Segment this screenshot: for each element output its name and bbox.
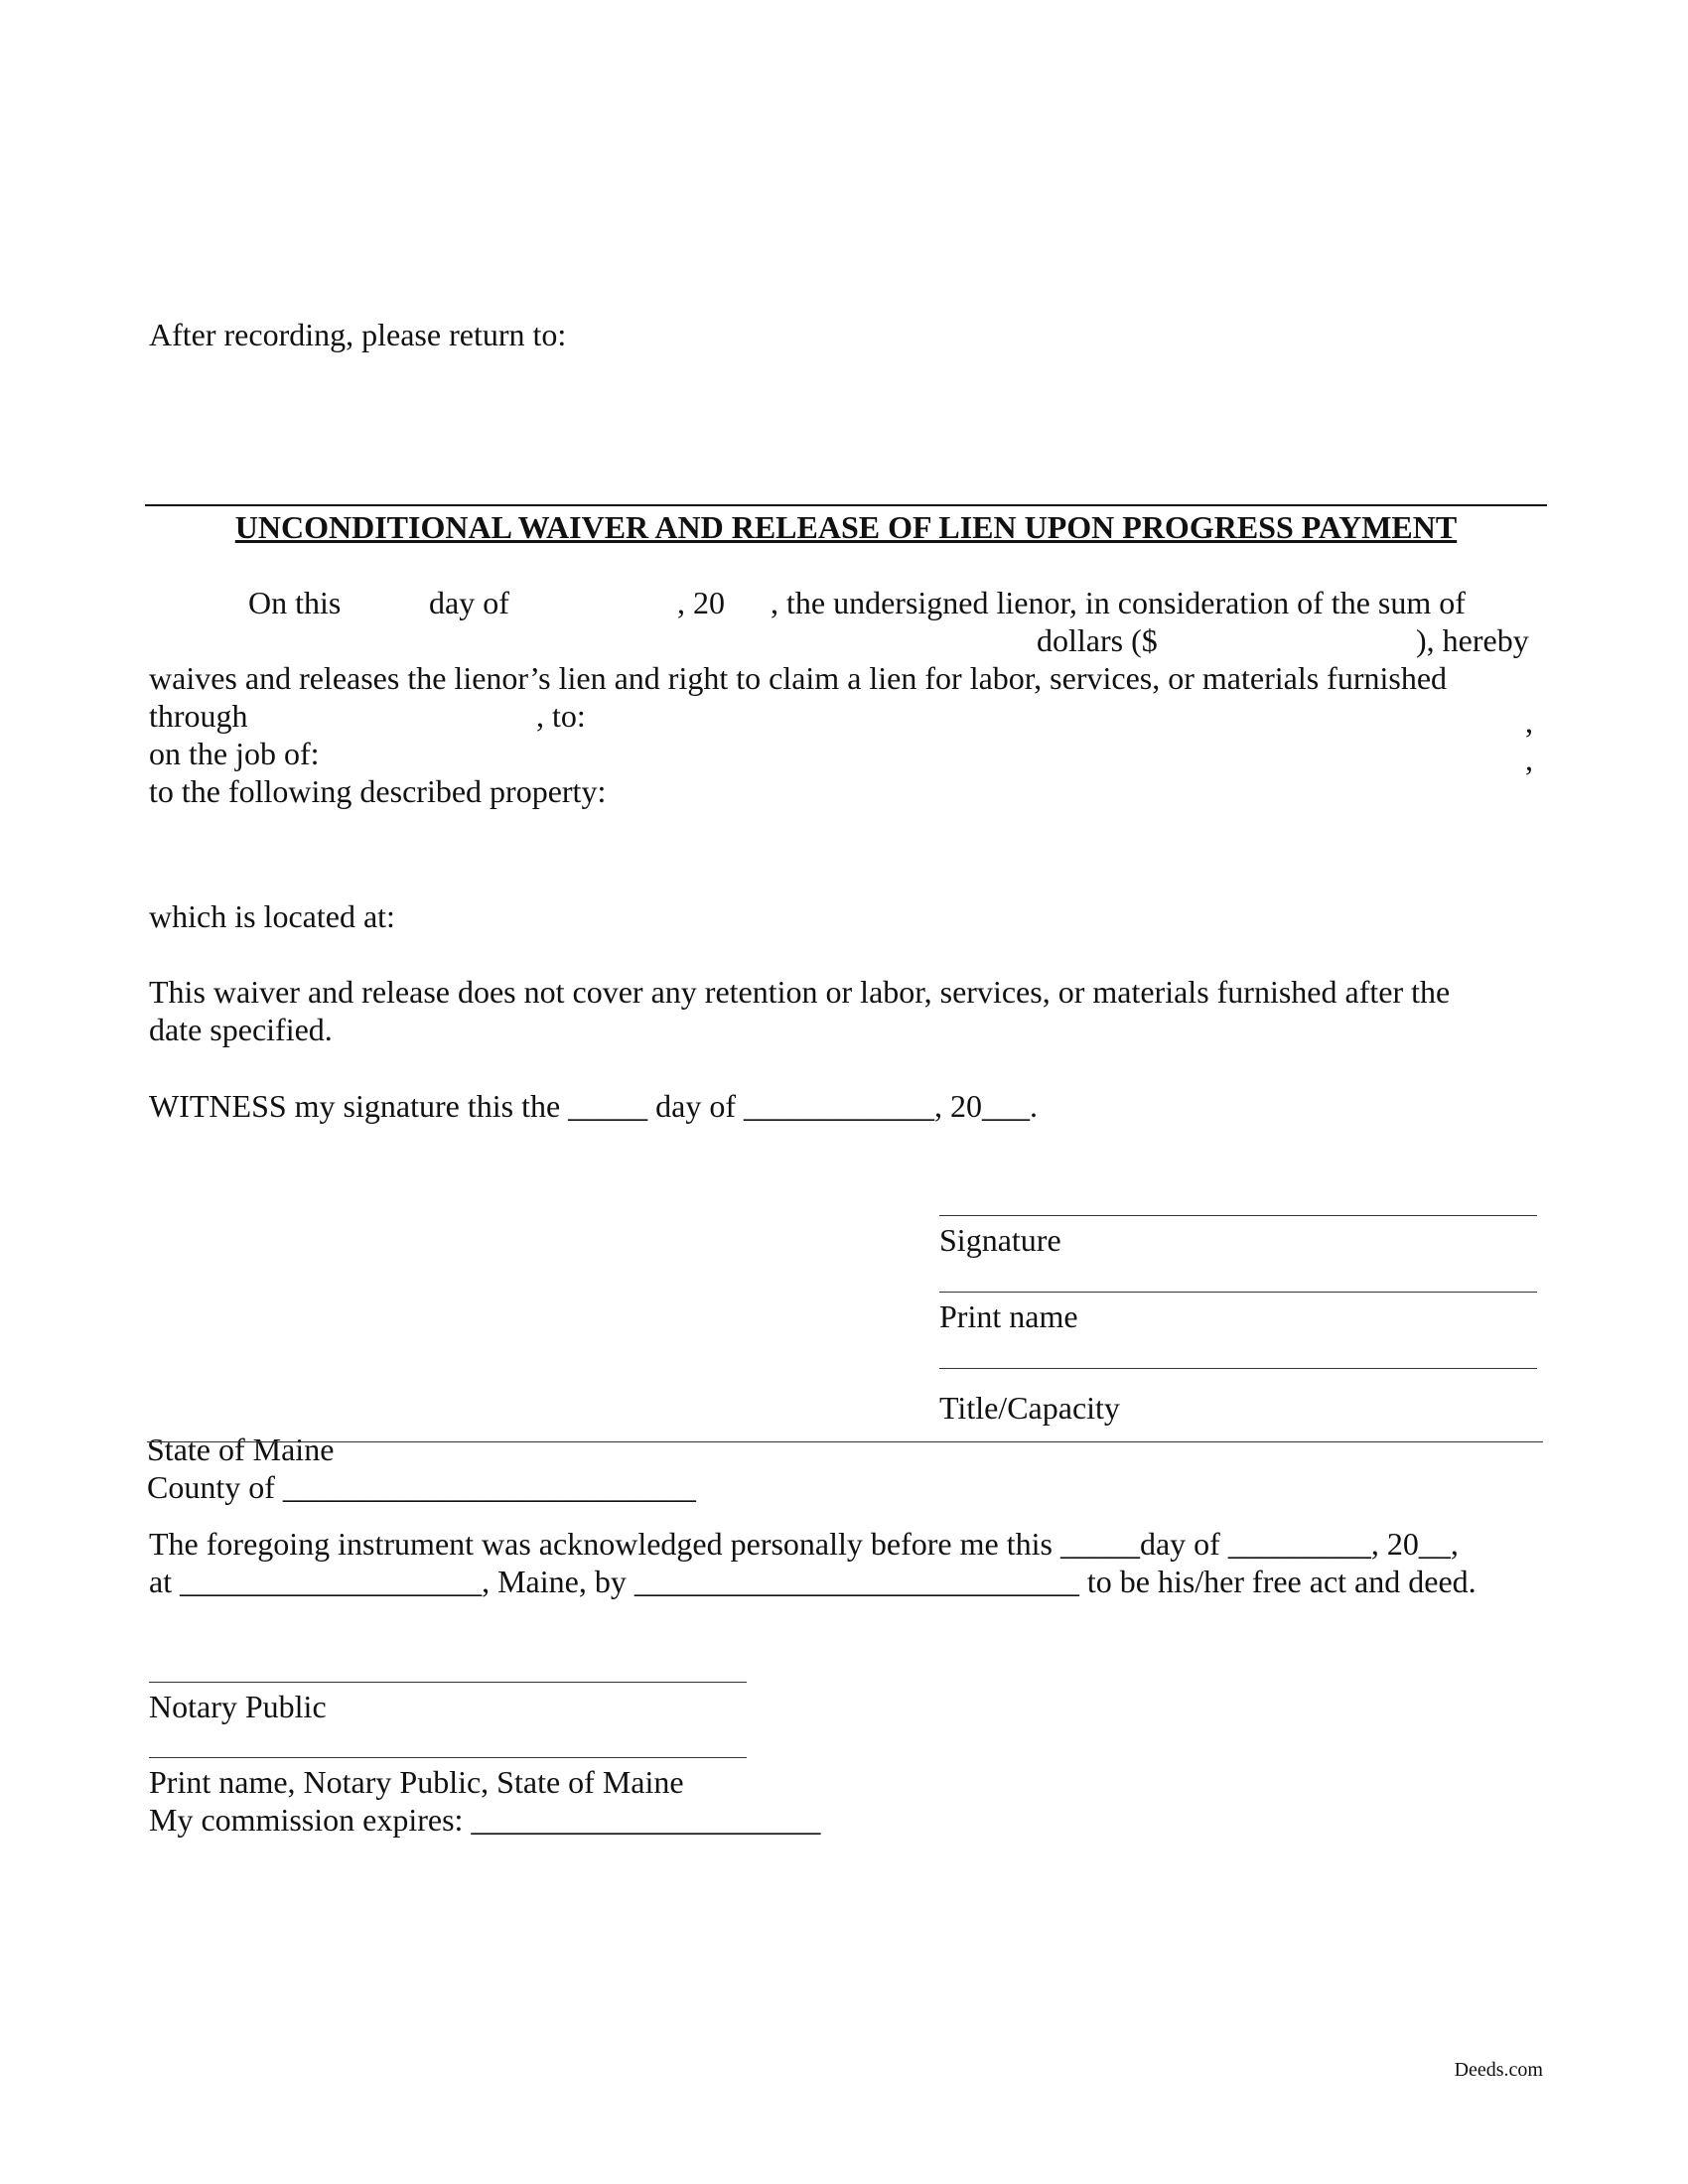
notary-section-rule bbox=[147, 1441, 1543, 1442]
title-capacity-rule bbox=[939, 1368, 1537, 1369]
retention-text-1: This waiver and release does not cover any retention or labor, services, or materials furnished after the bbox=[149, 974, 1451, 1010]
consideration-text: , the undersigned lienor, in consideration of the sum of bbox=[771, 585, 1466, 620]
print-name-label: Print name bbox=[939, 1298, 1078, 1334]
through-label: through bbox=[149, 698, 248, 734]
to-label: , to: bbox=[536, 698, 586, 734]
located-label: which is located at: bbox=[149, 898, 395, 934]
county-line: County of __________________________ bbox=[147, 1469, 696, 1505]
year-prefix: , 20 bbox=[677, 585, 725, 620]
property-label: to the following described property: bbox=[149, 773, 607, 809]
notary-public-label: Notary Public bbox=[149, 1689, 327, 1724]
on-this-label: On this bbox=[248, 585, 342, 620]
return-to-label: After recording, please return to: bbox=[149, 317, 567, 352]
job-of-label: on the job of: bbox=[149, 736, 320, 771]
acknowledgement-text-2: at ___________________, Maine, by ____________________________ to be his/her free act and deed. bbox=[149, 1564, 1477, 1599]
retention-text-2: date specified. bbox=[149, 1012, 333, 1047]
hereby-text: ), hereby bbox=[1416, 622, 1529, 658]
signature-rule bbox=[939, 1215, 1537, 1216]
print-name-rule bbox=[939, 1292, 1537, 1293]
footer-brand: Deeds.com bbox=[1454, 2059, 1543, 2081]
notary-signature-rule bbox=[149, 1682, 747, 1683]
day-of-label: day of bbox=[429, 585, 509, 620]
commission-expires-line: My commission expires: ______________________ bbox=[149, 1802, 821, 1838]
comma-2: , bbox=[1525, 742, 1533, 777]
signature-label: Signature bbox=[939, 1222, 1061, 1258]
dollars-label: dollars ($ bbox=[1037, 622, 1158, 658]
state-label: State of Maine bbox=[147, 1432, 335, 1467]
notary-print-name-rule bbox=[149, 1757, 747, 1758]
title-capacity-label: Title/Capacity bbox=[939, 1390, 1120, 1426]
title-rule bbox=[145, 504, 1547, 506]
document-title: UNCONDITIONAL WAIVER AND RELEASE OF LIEN UPON PROGRESS PAYMENT bbox=[234, 509, 1458, 545]
notary-print-name-label: Print name, Notary Public, State of Maine bbox=[149, 1764, 684, 1800]
waives-text: waives and releases the lienor’s lien and right to claim a lien for labor, services, or materials furnished bbox=[149, 660, 1448, 696]
witness-line: WITNESS my signature this the _____ day of ____________, 20___. bbox=[149, 1088, 1039, 1124]
comma-1: , bbox=[1525, 704, 1533, 740]
acknowledgement-text-1: The foregoing instrument was acknowledged personally before me this _____day of _________, 20__, bbox=[149, 1526, 1459, 1562]
